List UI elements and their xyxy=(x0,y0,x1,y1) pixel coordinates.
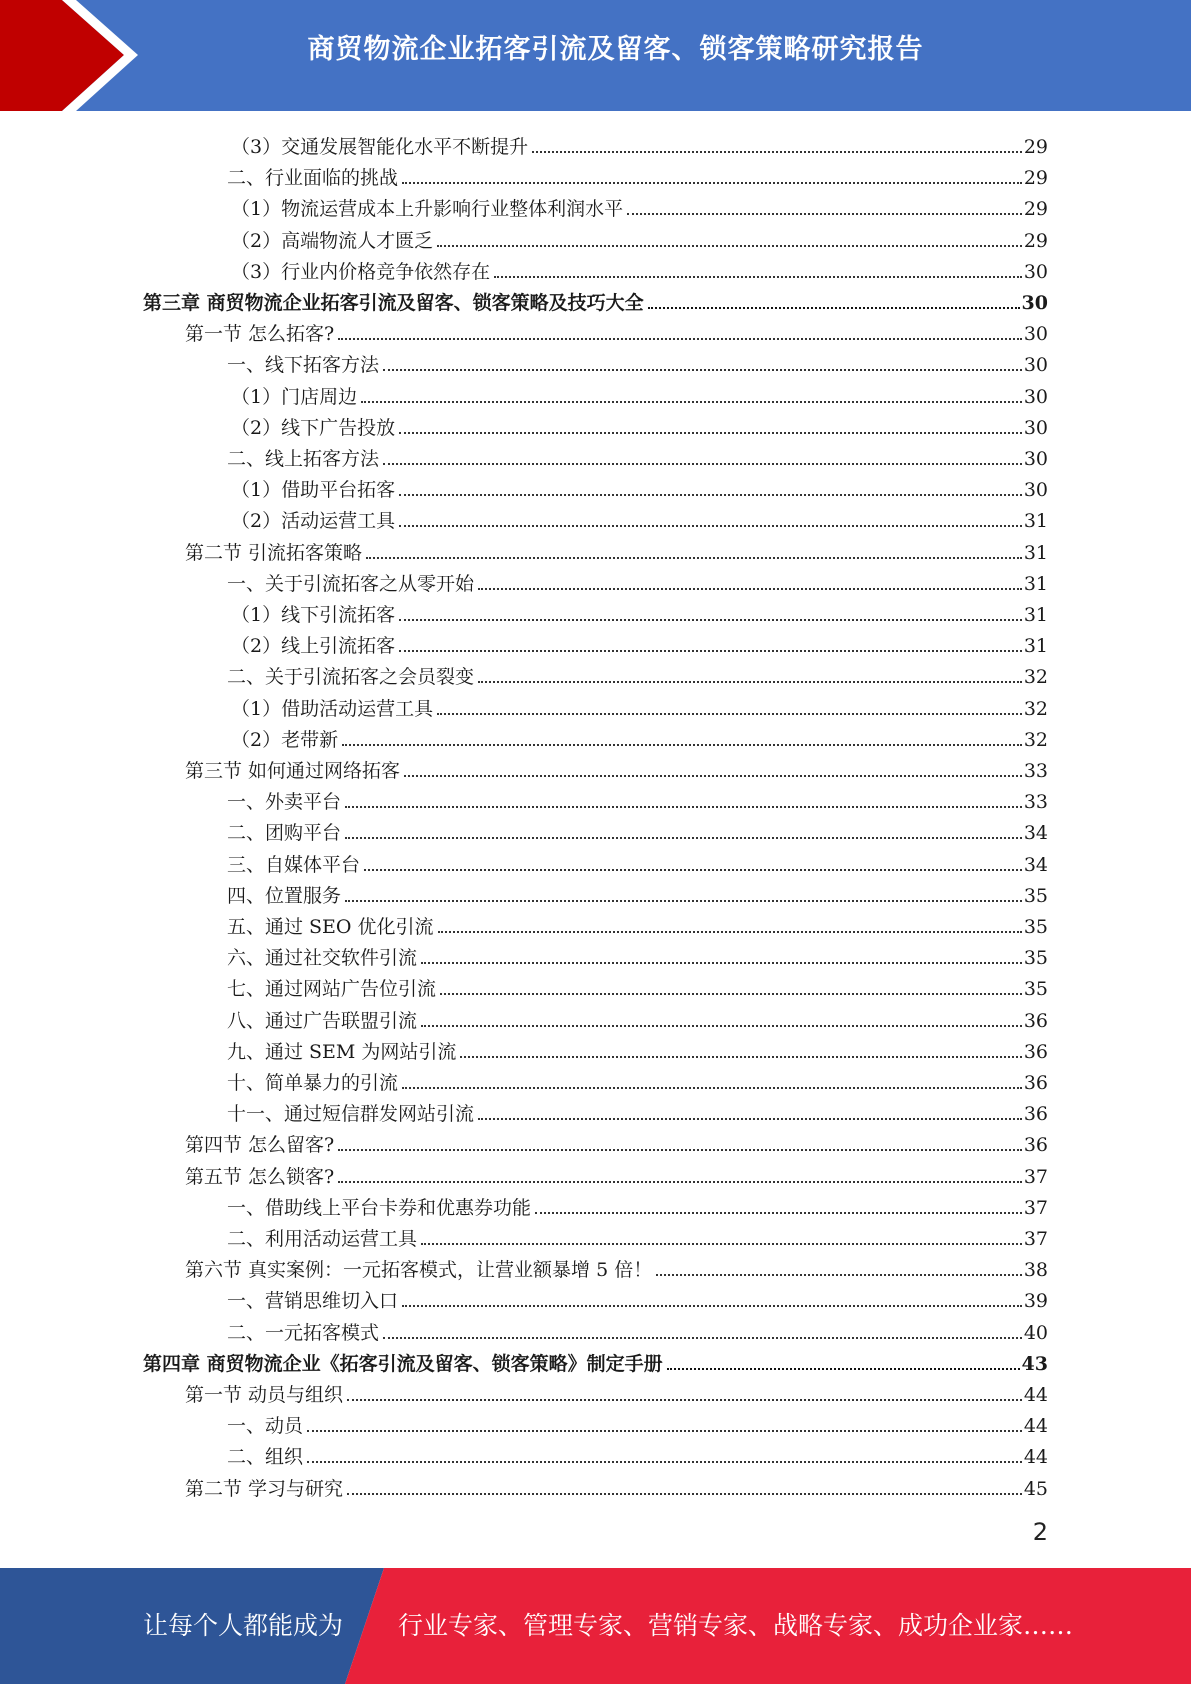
toc-entry[interactable] xyxy=(231,690,1048,721)
toc-entry-label: （1）借助平台拓客 xyxy=(231,479,396,502)
toc-leader-dots xyxy=(338,338,1022,340)
page-number: 2 xyxy=(1032,1518,1048,1546)
toc-entry[interactable] xyxy=(231,222,1048,253)
toc-entry-page: 32 xyxy=(1023,666,1048,689)
toc-entry-label: 二、行业面临的挑战 xyxy=(227,167,399,190)
toc-entry-page: 29 xyxy=(1023,229,1048,252)
toc-entry-page: 44 xyxy=(1023,1415,1048,1438)
toc-leader-dots xyxy=(494,276,1022,278)
toc-entry[interactable] xyxy=(185,752,1048,783)
toc-entry-label: 二、团购平台 xyxy=(227,822,342,845)
toc-entry-label: 四、位置服务 xyxy=(227,884,342,907)
toc-leader-dots xyxy=(345,900,1022,902)
toc-leader-dots xyxy=(307,1461,1022,1463)
toc-leader-dots xyxy=(383,463,1022,465)
toc-entry-label: 八、通过广告联盟引流 xyxy=(227,1009,418,1032)
toc-entry-page: 38 xyxy=(1023,1259,1048,1282)
toc-leader-dots xyxy=(656,1274,1022,1276)
toc-entry-label: （1）线下引流拓客 xyxy=(231,604,396,626)
toc-entry[interactable] xyxy=(231,627,1048,658)
toc-leader-dots xyxy=(437,245,1022,247)
toc-entry-label: 六、通过社交软件引流 xyxy=(227,947,418,970)
toc-entry-page: 30 xyxy=(1023,260,1048,283)
toc-entry-label: 一、动员 xyxy=(227,1415,304,1438)
footer-slogan-right: 行业专家、管理专家、营销专家、战略专家、成功企业家…… xyxy=(398,1611,1074,1640)
toc-entry[interactable] xyxy=(227,877,1048,908)
toc-entry-page: 36 xyxy=(1023,1009,1048,1032)
toc-entry-label: （2）线下广告投放 xyxy=(231,416,396,439)
toc-entry-page: 35 xyxy=(1023,916,1048,938)
toc-leader-dots xyxy=(338,1181,1022,1183)
toc-entry-page: 36 xyxy=(1023,1072,1048,1094)
toc-entry-page: 44 xyxy=(1023,1446,1048,1469)
toc-entry[interactable] xyxy=(227,1282,1048,1313)
toc-entry-page: 30 xyxy=(1023,323,1048,346)
toc-entry-label: 二、线上拓客方法 xyxy=(227,448,380,470)
toc-leader-dots xyxy=(627,213,1022,215)
toc-entry-page: 31 xyxy=(1023,510,1048,533)
toc-leader-dots xyxy=(421,962,1022,964)
toc-entry[interactable] xyxy=(227,346,1048,377)
toc-entry-page: 33 xyxy=(1023,791,1048,814)
toc-entry[interactable] xyxy=(231,596,1048,627)
toc-entry[interactable] xyxy=(227,1064,1048,1095)
toc-entry-label: （3）交通发展智能化水平不断提升 xyxy=(231,136,529,158)
toc-entry[interactable] xyxy=(227,1095,1048,1126)
toc-entry-page: 29 xyxy=(1023,136,1048,158)
toc-entry-page: 36 xyxy=(1023,1134,1048,1157)
toc-entry-page: 32 xyxy=(1023,697,1048,720)
toc-entry-label: 七、通过网站广告位引流 xyxy=(227,978,437,1001)
toc-entry-page: 39 xyxy=(1023,1290,1048,1313)
toc-entry[interactable] xyxy=(185,1251,1048,1282)
toc-entry[interactable] xyxy=(231,721,1048,752)
toc-entry[interactable] xyxy=(227,565,1048,596)
toc-leader-dots xyxy=(383,369,1022,371)
toc-entry-page: 35 xyxy=(1023,947,1048,970)
toc-entry[interactable] xyxy=(227,908,1048,939)
toc-entry-page: 30 xyxy=(1023,479,1048,502)
toc-entry-label: 三、自媒体平台 xyxy=(227,853,361,876)
toc-entry[interactable] xyxy=(227,1314,1048,1345)
toc-chapter-entry[interactable] xyxy=(143,1345,1048,1376)
toc-entry[interactable] xyxy=(227,846,1048,877)
toc-leader-dots xyxy=(667,1368,1020,1370)
toc-leader-dots xyxy=(402,1087,1022,1089)
toc-entry-label: 第六节 真实案例：一元拓客模式，让营业额暴增 5 倍！ xyxy=(185,1259,653,1282)
toc-entry-label: 第二节 引流拓客策略 xyxy=(185,541,363,564)
toc-entry[interactable] xyxy=(231,128,1048,159)
toc-entry-label: 二、组织 xyxy=(227,1446,304,1469)
toc-entry-page: 37 xyxy=(1023,1196,1048,1219)
toc-leader-dots xyxy=(478,588,1022,590)
toc-leader-dots xyxy=(648,307,1020,309)
report-title: 商贸物流企业拓客引流及留客、锁客策略研究报告 xyxy=(307,34,924,65)
toc-entry-label: 十一、通过短信群发网站引流 xyxy=(227,1103,475,1126)
toc-entry-label: 二、关于引流拓客之会员裂变 xyxy=(227,666,475,689)
toc-entry-label: （1）物流运营成本上升影响行业整体利润水平 xyxy=(231,198,624,221)
toc-entry-page: 31 xyxy=(1023,541,1048,564)
toc-entry[interactable] xyxy=(227,970,1048,1001)
toc-entry-label: 一、营销思维切入口 xyxy=(227,1290,399,1313)
toc-entry-label: 第四章 商贸物流企业《拓客引流及留客、锁客策略》制定手册 xyxy=(143,1352,663,1375)
toc-entry-label: （2）活动运营工具 xyxy=(231,510,396,533)
toc-leader-dots xyxy=(440,993,1022,995)
toc-leader-dots xyxy=(478,1118,1022,1120)
toc-entry[interactable] xyxy=(227,1407,1048,1438)
toc-entry-page: 30 xyxy=(1023,416,1048,439)
footer-slogan-left: 让每个人都能成为 xyxy=(143,1611,344,1640)
toc-entry[interactable] xyxy=(227,658,1048,689)
toc-entry-page: 30 xyxy=(1023,354,1048,377)
toc-entry-page: 36 xyxy=(1023,1103,1048,1126)
toc-entry-page: 33 xyxy=(1023,760,1048,782)
toc-leader-dots xyxy=(404,775,1022,777)
toc-entry-label: 一、外卖平台 xyxy=(227,791,342,814)
toc-entry[interactable] xyxy=(227,1002,1048,1033)
toc-entry[interactable] xyxy=(227,783,1048,814)
toc-leader-dots xyxy=(383,1337,1022,1339)
toc-entry[interactable] xyxy=(227,159,1048,190)
toc-leader-dots xyxy=(399,619,1022,621)
toc-entry-page: 30 xyxy=(1021,292,1048,314)
toc-entry-page: 43 xyxy=(1021,1352,1048,1375)
toc-leader-dots xyxy=(364,869,1022,871)
toc-leader-dots xyxy=(421,1025,1022,1027)
toc-entry-label: 第四节 怎么留客? xyxy=(185,1134,335,1157)
toc-leader-dots xyxy=(402,1305,1022,1307)
toc-entry[interactable] xyxy=(227,1189,1048,1220)
toc-entry[interactable] xyxy=(231,253,1048,284)
toc-entry-label: 第五节 怎么锁客? xyxy=(185,1165,335,1188)
toc-entry-page: 37 xyxy=(1023,1228,1048,1250)
toc-entry[interactable] xyxy=(227,440,1048,471)
toc-entry-page: 36 xyxy=(1023,1040,1048,1063)
toc-leader-dots xyxy=(345,806,1022,808)
toc-entry[interactable] xyxy=(227,814,1048,845)
toc-leader-dots xyxy=(345,837,1022,839)
toc-entry[interactable] xyxy=(227,1033,1048,1064)
toc-entry[interactable] xyxy=(185,1158,1048,1189)
toc-entry-label: 二、利用活动运营工具 xyxy=(227,1228,418,1250)
toc-entry-page: 35 xyxy=(1023,978,1048,1001)
toc-entry-page: 29 xyxy=(1023,167,1048,190)
toc-entry[interactable] xyxy=(185,1126,1048,1157)
toc-entry-label: 五、通过 SEO 优化引流 xyxy=(227,916,434,938)
toc-entry-page: 31 xyxy=(1023,572,1048,595)
toc-leader-dots xyxy=(535,1212,1022,1214)
toc-entry[interactable] xyxy=(231,378,1048,409)
toc-entry[interactable] xyxy=(227,939,1048,970)
toc-entry[interactable] xyxy=(185,1376,1048,1407)
toc-entry[interactable] xyxy=(185,315,1048,346)
toc-entry-page: 32 xyxy=(1023,728,1048,751)
toc-entry[interactable] xyxy=(231,471,1048,502)
toc-entry[interactable] xyxy=(231,502,1048,533)
toc-entry-label: 一、关于引流拓客之从零开始 xyxy=(227,572,475,595)
toc-entry[interactable] xyxy=(185,1470,1048,1501)
toc-entry-label: 第三节 如何通过网络拓客 xyxy=(185,760,401,782)
toc-leader-dots xyxy=(437,713,1022,715)
page-footer xyxy=(0,1568,1191,1684)
toc-entry-label: （1）借助活动运营工具 xyxy=(231,697,434,720)
toc-leader-dots xyxy=(460,1056,1021,1058)
toc-entry[interactable] xyxy=(227,1438,1048,1469)
toc-leader-dots xyxy=(307,1430,1022,1432)
toc-entry-page: 30 xyxy=(1023,448,1048,470)
toc-entry-page: 31 xyxy=(1023,604,1048,626)
toc-leader-dots xyxy=(366,557,1022,559)
toc-entry-label: 十、简单暴力的引流 xyxy=(227,1072,399,1094)
toc-entry-label: （2）高端物流人才匮乏 xyxy=(231,229,434,252)
toc-leader-dots xyxy=(338,1149,1022,1151)
toc-entry[interactable] xyxy=(231,409,1048,440)
toc-entry-label: 一、线下拓客方法 xyxy=(227,354,380,377)
toc-entry-page: 31 xyxy=(1023,635,1048,658)
toc-entry-label: 第三章 商贸物流企业拓客引流及留客、锁客策略及技巧大全 xyxy=(143,292,644,314)
toc-leader-dots xyxy=(399,525,1022,527)
toc-entry-label: 二、一元拓客模式 xyxy=(227,1321,380,1344)
toc-entry-page: 34 xyxy=(1023,822,1048,845)
toc-entry[interactable] xyxy=(185,534,1048,565)
toc-entry-page: 35 xyxy=(1023,884,1048,907)
toc-entry-label: 九、通过 SEM 为网站引流 xyxy=(227,1040,457,1063)
toc-entry-page: 40 xyxy=(1023,1321,1048,1344)
page-header xyxy=(0,0,1191,111)
toc-leader-dots xyxy=(421,1243,1022,1245)
toc-entry-page: 44 xyxy=(1023,1384,1048,1406)
toc-leader-dots xyxy=(347,1399,1022,1401)
toc-leader-dots xyxy=(342,744,1022,746)
toc-entry[interactable] xyxy=(231,190,1048,221)
toc-entry-page: 30 xyxy=(1023,385,1048,408)
toc-entry-label: 第一节 动员与组织 xyxy=(185,1384,344,1406)
toc-entry-page: 37 xyxy=(1023,1165,1048,1188)
toc-leader-dots xyxy=(399,494,1022,496)
toc-entry[interactable] xyxy=(227,1220,1048,1251)
toc-entry-label: 一、借助线上平台卡券和优惠券功能 xyxy=(227,1196,532,1219)
toc-entry-label: （2）线上引流拓客 xyxy=(231,635,396,658)
toc-entry-page: 34 xyxy=(1023,853,1048,876)
toc-leader-dots xyxy=(478,681,1022,683)
toc-entry-label: 第一节 怎么拓客? xyxy=(185,323,335,346)
toc-entry-page: 29 xyxy=(1023,198,1048,221)
toc-leader-dots xyxy=(532,151,1022,153)
toc-entry-page: 45 xyxy=(1023,1477,1048,1500)
toc-leader-dots xyxy=(402,182,1022,184)
toc-entry-label: （3）行业内价格竞争依然存在 xyxy=(231,260,491,283)
toc-leader-dots xyxy=(399,432,1022,434)
toc-chapter-entry[interactable] xyxy=(143,284,1048,315)
toc-leader-dots xyxy=(399,650,1022,652)
toc-entry-label: （1）门店周边 xyxy=(231,385,358,408)
toc-leader-dots xyxy=(361,401,1022,403)
toc-entry-label: （2）老带新 xyxy=(231,728,339,751)
toc-leader-dots xyxy=(438,931,1022,933)
toc-leader-dots xyxy=(347,1493,1022,1495)
toc-entry-label: 第二节 学习与研究 xyxy=(185,1477,344,1500)
